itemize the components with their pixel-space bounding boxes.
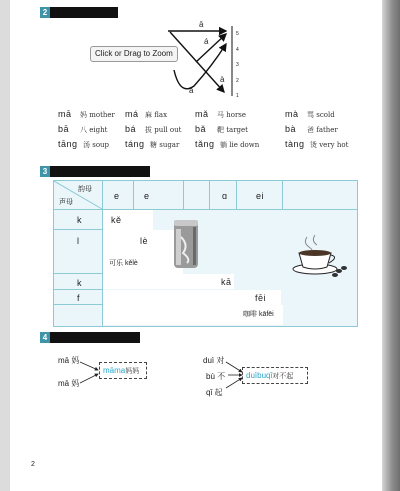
left-answer-pinyin: māma [103,366,126,375]
scale-5: 5 [236,31,239,37]
right-item-2: bù 不 [206,372,226,381]
word-ba2-gloss: 拔 pull out [145,126,182,134]
left-answer-box [99,362,147,379]
initial-k-2: k [77,278,82,288]
word-tang1-gloss: 汤 soup [83,141,110,149]
scale-1: 1 [236,93,239,99]
tone-mark-2: á [204,37,209,46]
section-4-number: 4 [40,332,50,343]
left-answer-hanzi: 妈妈 [125,367,140,375]
final-ei: ei [256,191,265,201]
word-ma2-gloss: 麻 flax [145,111,168,119]
entry-le: lè [140,236,149,246]
word-ba4-pinyin: bà [285,124,297,134]
entry-ke: kě [111,215,122,225]
section-4-title-bar [50,332,140,343]
word-tang1-pinyin: tāng [58,139,78,149]
word-tang2-gloss: 糖 sugar [150,141,180,149]
scale-2: 2 [236,77,239,84]
entry-kafei: 咖啡 kāfēi [243,311,274,318]
section-3-title-bar [50,166,150,177]
section-3-number: 3 [40,166,50,177]
tone-mark-3: ǎ [189,86,194,95]
right-item-1: duì 对 [203,356,225,365]
final-a: ɑ [222,191,228,201]
word-ma2-pinyin: má [125,109,139,119]
entry-kele: 可乐 kělè [109,260,138,267]
page-edge [382,0,400,491]
page-number: 2 [31,461,35,468]
cola-can-image [171,217,201,271]
word-ma4-gloss: 骂 scold [307,111,335,119]
final-e-1: e [114,191,120,201]
left-item-2: mā 妈 [58,379,80,388]
word-ba4-gloss: 爸 father [307,126,338,134]
word-ba2-pinyin: bá [125,124,137,134]
tone-mark-4: à [220,75,225,84]
initial-f: f [77,293,81,303]
word-tang4-pinyin: tàng [285,139,305,149]
initial-l: l [77,236,80,246]
word-ma1-pinyin: mā [58,109,72,119]
tone-mark-1: ā [199,20,204,29]
entry-fei: fēi [255,293,267,303]
final-e-2: e [144,191,150,201]
word-ma3-pinyin: mǎ [195,109,209,119]
right-item-3: qǐ 起 [206,388,223,397]
word-ba1-gloss: 八 eight [80,126,108,134]
second-tone-line [196,34,226,62]
left-item-1: mā 妈 [58,356,80,365]
syllable-table [53,180,358,327]
right-answer-pinyin: duìbuqǐ [246,371,273,380]
zoom-button[interactable]: Click or Drag to Zoom [90,46,178,62]
word-tang4-gloss: 烫 very hot [310,141,349,149]
header-initials: 声母 [59,199,73,206]
pitch-scale [236,27,239,105]
right-answer-hanzi: 对不起 [272,372,294,380]
word-ba1-pinyin: bā [58,124,70,134]
word-ma4-pinyin: mà [285,109,299,119]
word-tang3-pinyin: tǎng [195,139,215,149]
word-tang3-gloss: 躺 lie down [220,141,260,149]
scale-4: 4 [236,46,239,53]
coffee-cup-image [289,231,349,279]
word-ma3-gloss: 马 horse [217,111,247,119]
left-gutter [0,0,10,491]
word-ba3-pinyin: bǎ [195,124,207,134]
word-ma1-gloss: 妈 mother [80,111,115,119]
third-tone-curve [174,44,226,89]
right-answer-box [242,367,308,384]
word-ba3-gloss: 靶 target [217,126,248,134]
word-tang2-pinyin: táng [125,139,145,149]
initial-k-1: k [77,215,82,225]
entry-ka: kā [221,277,232,287]
section-2-number: 2 [40,7,50,18]
header-finals: 韵母 [78,186,92,193]
section-2-title-bar [50,7,118,18]
scale-3: 3 [236,62,239,68]
